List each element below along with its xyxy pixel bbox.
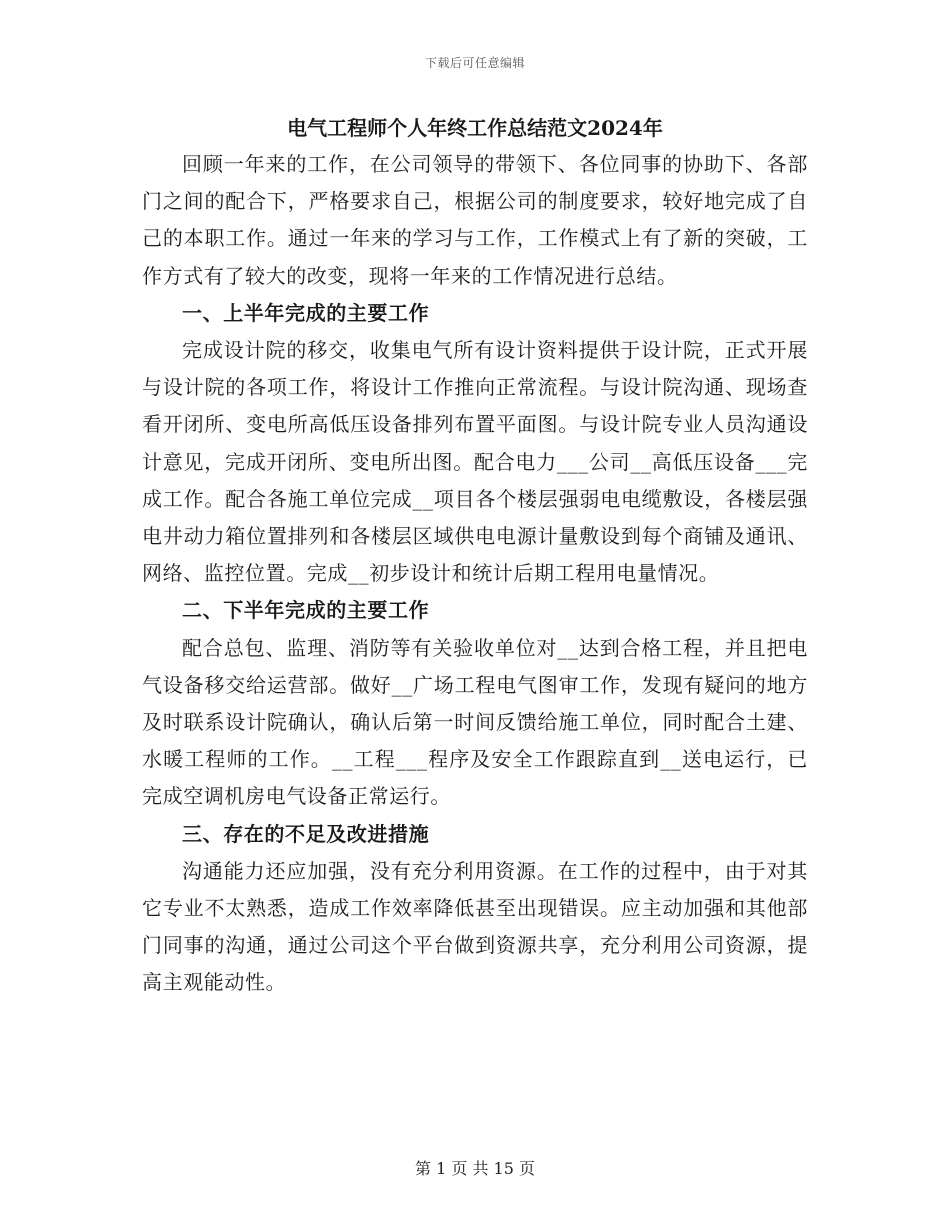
document-title: 电气工程师个人年终工作总结范文2024年 [287, 116, 663, 140]
header-note: 下载后可任意编辑 [424, 56, 525, 70]
section-heading-improvements: 三、存在的不足及改进措施 [182, 821, 430, 846]
section-body-improvements: 沟通能力还应加强，没有充分利用资源。在工作的过程中，由于对其它专业不太熟悉，造成工作效率降低甚至出现错误。应主动加强和其他部门同事的沟通，通过公司这个平台做到资源共享，充分利用公司资源，提高主观能动性。 [142, 858, 808, 995]
section-body-first-half: 完成设计院的移交，收集电气所有设计资料提供于设计院，正式开展与设计院的各项工作，将设计工作推向正常流程。与设计院沟通、现场查看开闭所、变电所高低压设备排列布置平面图。与设计院专业人员沟通设计意见，完成开闭所、变电所出图。配合电力___公司__高低压设备___完成工作。配合各施工单位完成__项目各个楼层强弱电电缆敷设，各楼层强电井动力箱位置排列和各楼层区域供电电源计量敷设到每个商铺及通讯、网络、监控位置。完成__初步设计和统计后期工程用电量情况。 [142, 338, 808, 586]
document-body [142, 112, 808, 1002]
page-number: 第 1 页 共 15 页 [415, 1159, 535, 1178]
section-heading-first-half: 一、上半年完成的主要工作 [182, 300, 430, 325]
section-heading-second-half: 二、下半年完成的主要工作 [182, 598, 430, 623]
intro-paragraph: 回顾一年来的工作，在公司领导的带领下、各位同事的协助下、各部门之间的配合下，严格要求自己，根据公司的制度要求，较好地完成了自己的本职工作。通过一年来的学习与工作，工作模式上有了新的突破，工作方式有了较大的改变，现将一年来的工作情况进行总结。 [142, 152, 808, 288]
section-body-second-half: 配合总包、监理、消防等有关验收单位对__达到合格工程，并且把电气设备移交给运营部。做好__广场工程电气图审工作，发现有疑问的地方及时联系设计院确认，确认后第一时间反馈给施工单位，同时配合土建、水暖工程师的工作。__工程___程序及安全工作跟踪直到__送电运行，已完成空调机房电气设备正常运行。 [142, 635, 808, 809]
